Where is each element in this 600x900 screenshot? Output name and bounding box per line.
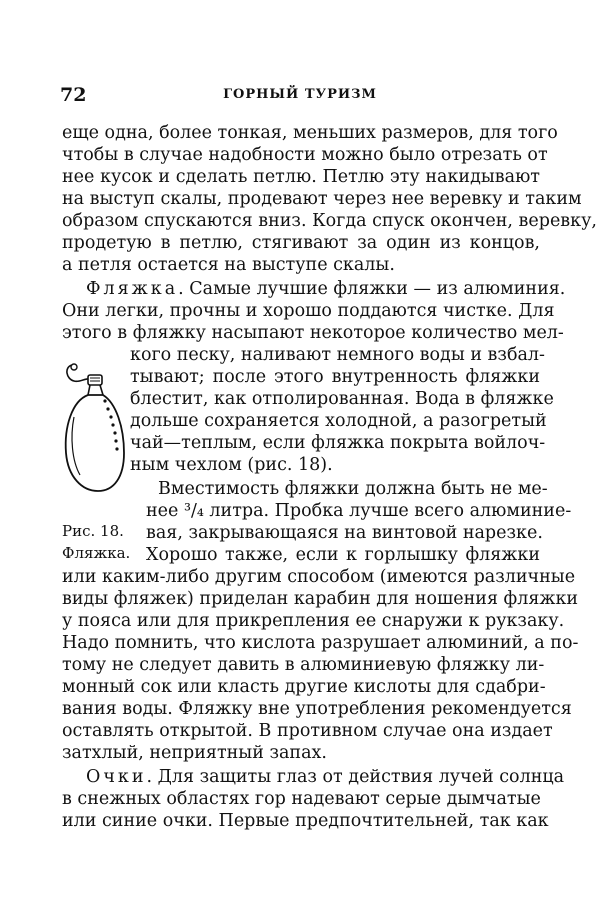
text-line: вания воды. Фляжку вне употребления рекомендуется	[62, 699, 572, 719]
text-line: монный сок или класть другие кислоты для сдабри-	[62, 677, 546, 697]
text-line: тому не следует давить в алюминиевую фляжку ли-	[62, 655, 545, 675]
text-line: Фляжка. Самые лучшие фляжки — из алюминия.	[86, 279, 566, 299]
text-line: кого песку, наливают немного воды и взбал-	[130, 345, 545, 365]
text-line: Очки. Для защиты глаз от действия лучей солнца	[86, 767, 565, 787]
text-line: блестит, как отполированная. Вода в фляжке	[130, 389, 554, 409]
headword: Фляжка	[86, 279, 179, 299]
text-line: виды фляжек) приделан карабин для ношения фляжки	[62, 589, 579, 609]
text-line: в снежных областях гор надевают серые дымчатые	[62, 789, 541, 809]
text-line: чтобы в случае надобности можно было отрезать от	[62, 145, 548, 165]
text-line: чай—теплым, если фляжка покрыта войлоч-	[130, 433, 546, 453]
text-line: у пояса или для прикрепления ее снаружи к рукзаку.	[62, 611, 565, 631]
text-line: продетую в петлю, стягивают за один из концов,	[62, 233, 540, 253]
text-line: Они легки, прочны и хорошо поддаются чистке. Для	[62, 301, 555, 321]
canteen-flask-icon	[58, 357, 130, 507]
text-line: или синие очки. Первые предпочтительней, так как	[62, 811, 549, 831]
text-line: образом спускаются вниз. Когда спуск окончен, веревку,	[62, 211, 597, 231]
text-line: нее кусок и сделать петлю. Петлю эту накидывают	[62, 167, 540, 187]
text-line: затхлый, неприятный запах.	[62, 743, 327, 763]
headword: Очки	[86, 767, 147, 787]
running-title: ГОРНЫЙ ТУРИЗМ	[223, 87, 377, 102]
text-line: Надо помнить, что кислота разрушает алюминий, а по-	[62, 633, 579, 653]
text-line: тывают; после этого внутренность фляжки	[130, 367, 540, 387]
page-header	[60, 84, 540, 106]
text-line: а петля остается на выступе скалы.	[62, 255, 395, 275]
figure-caption-number: Рис. 18.	[62, 522, 124, 540]
page-number: 72	[60, 84, 87, 106]
text-line: ным чехлом (рис. 18).	[130, 455, 333, 475]
text-line: дольше сохраняется холодной, а разогретый	[130, 411, 547, 431]
text-line: еще одна, более тонкая, меньших размеров, для того	[62, 123, 558, 143]
figure-flask	[58, 357, 130, 507]
text-line: нее ³/₄ литра. Пробка лучше всего алюминие-	[146, 501, 572, 521]
text-line: этого в фляжку насыпают некоторое количество мел-	[62, 323, 564, 343]
text-line: на выступ скалы, продевают через нее веревку и таким	[62, 189, 582, 209]
text-line: вая, закрывающаяся на винтовой нарезке.	[146, 523, 543, 543]
text-line: Вместимость фляжки должна быть не ме-	[158, 479, 548, 499]
figure-caption-title: Фляжка.	[62, 544, 131, 562]
text-line: оставлять открытой. В противном случае она издает	[62, 721, 553, 741]
text-line: Хорошо также, если к горлышку фляжки	[146, 545, 540, 565]
text-line: или каким-либо другим способом (имеются различные	[62, 567, 576, 587]
